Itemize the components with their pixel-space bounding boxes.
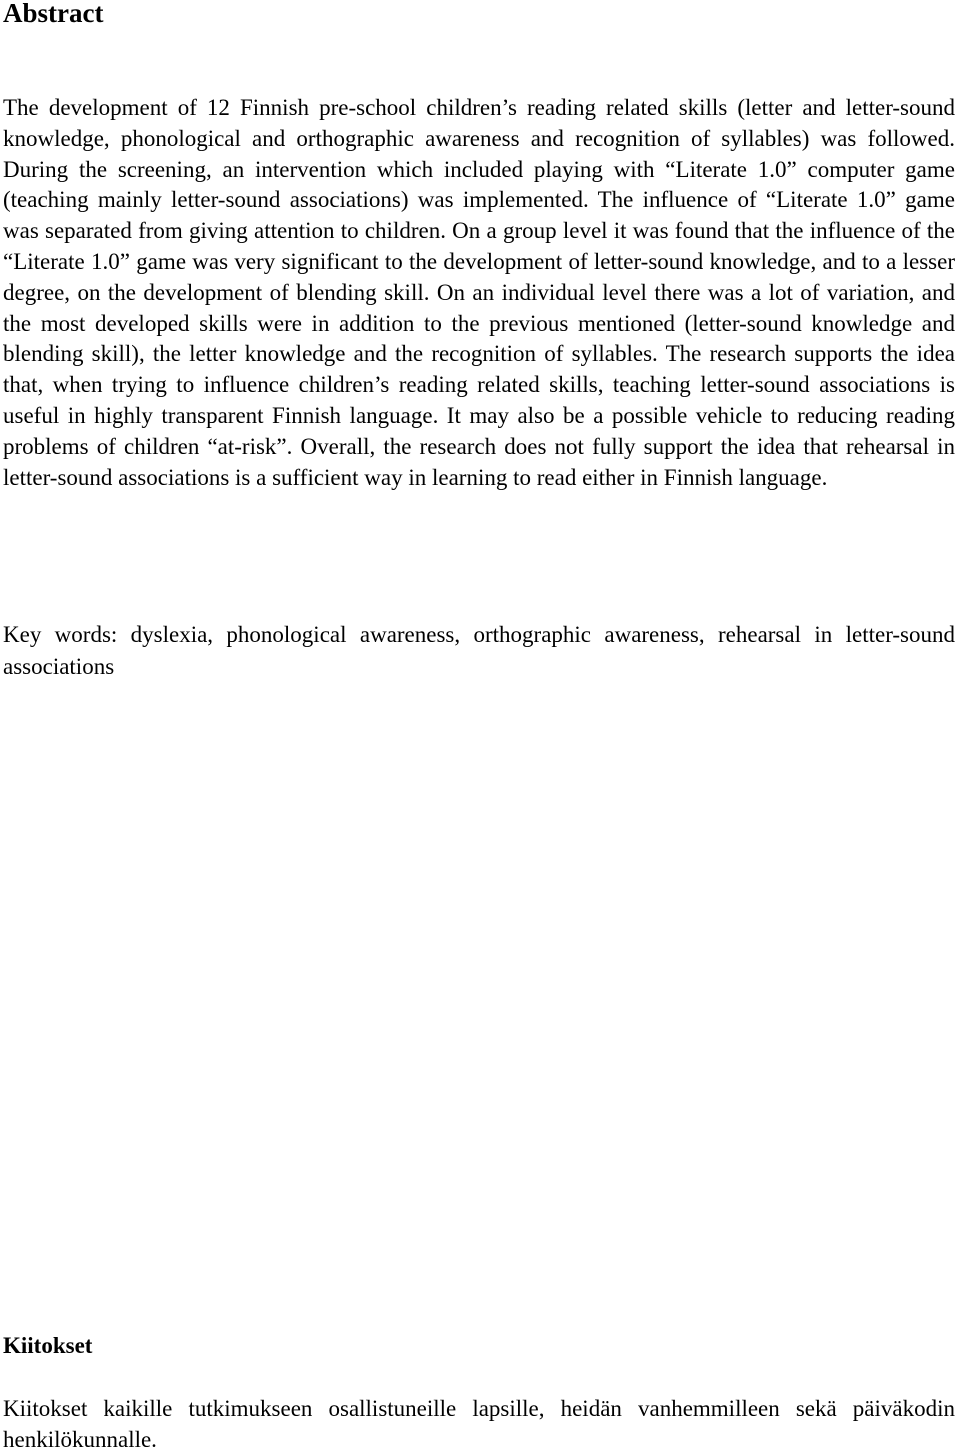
acknowledgements-heading: Kiitokset [3, 1333, 93, 1358]
abstract-heading: Abstract [3, 0, 104, 28]
keywords-paragraph: Key words: dyslexia, phonological awareness, orthographic awareness, rehearsal in letter-sound associations [3, 622, 955, 679]
abstract-paragraph: The development of 12 Finnish pre-school children’s reading related skills (letter and letter-sound knowledge, phonological and orthographic awareness and recognition of syllables) was followed. During the screening, an intervention which included playing with “Literate 1.0” computer game (teaching mainly letter-sound associations) was implemented. The influence of “Literate 1.0” game was separated from giving attention to children. On a group level it was found that the influence of the “Literate 1.0” game was very significant to the development of letter-sound knowledge, and to a lesser degree, on the development of blending skill. On an individual level there was a lot of variation, and the most developed skills were in addition to the previous mentioned (letter-sound knowledge and blending skill), the letter knowledge and the recognition of syllables. The research supports the idea that, when trying to influence children’s reading related skills, teaching letter-sound associations is useful in highly transparent Finnish language. It may also be a possible vehicle to reducing reading problems of children “at-risk”. Overall, the research does not fully support the idea that rehearsal in letter-sound associations is a sufficient way in learning to read either in Finnish language. [3, 95, 955, 490]
acknowledgements-paragraph: Kiitokset kaikille tutkimukseen osallistuneille lapsille, heidän vanhemmilleen sekä päiväkodin henkilökunnalle. [3, 1396, 955, 1452]
